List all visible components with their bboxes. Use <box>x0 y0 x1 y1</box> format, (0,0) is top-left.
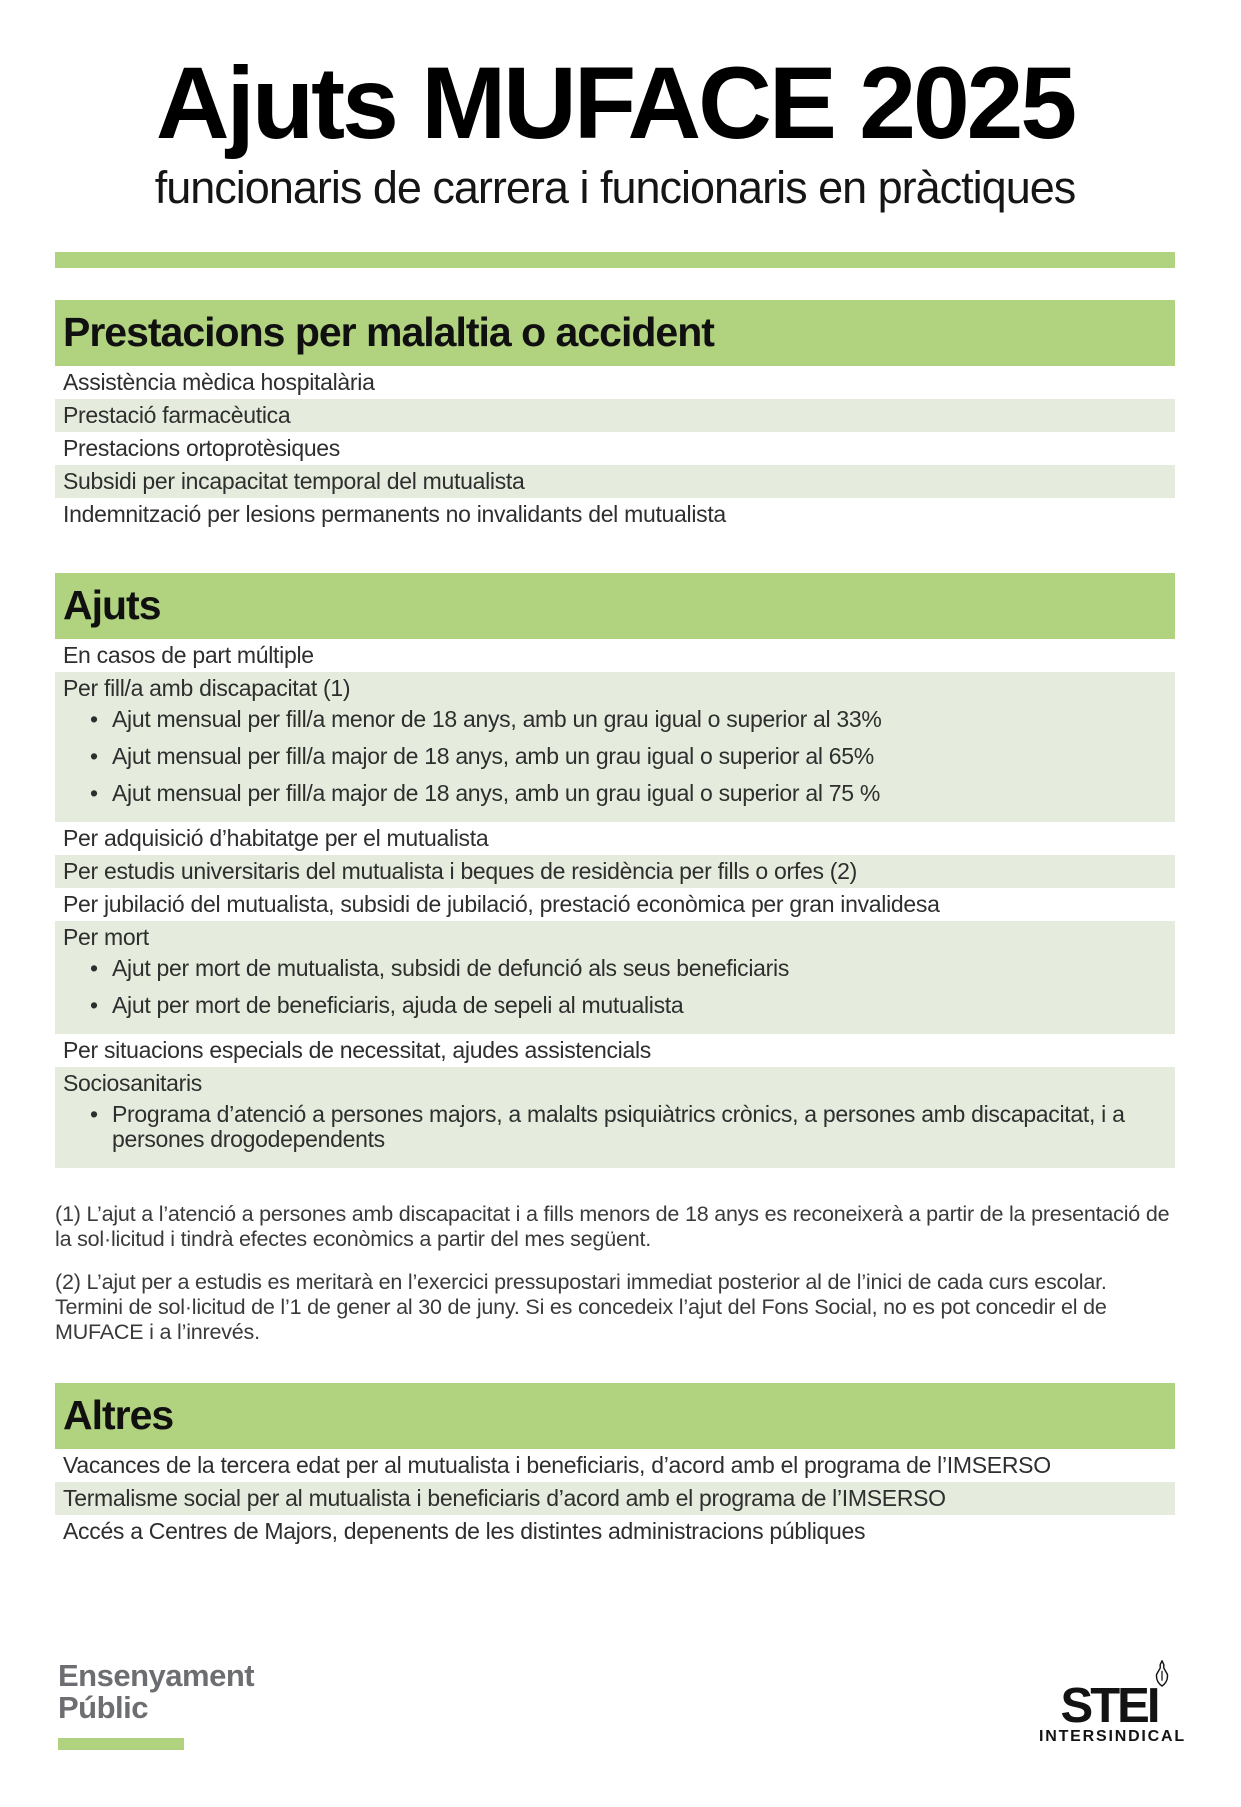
list-item-label: Per mort <box>63 923 149 950</box>
list-item <box>55 888 1175 921</box>
list-item-label: Per situacions especials de necessitat, ajudes assistencials <box>63 1036 651 1063</box>
page-subtitle: funcionaris de carrera i funcionaris en pràctiques <box>154 162 1076 213</box>
poster-page <box>0 46 1241 1548</box>
bullet-item: • Ajut per mort de beneficiaris, ajuda de sepeli al mutualista <box>63 993 1167 1018</box>
list-item-label: Per jubilació del mutualista, subsidi de jubilació, prestació econòmica per gran invalidesa <box>63 890 940 917</box>
section-title-altres: Altres <box>55 1383 1175 1449</box>
stei-logo <box>1039 1660 1186 1746</box>
list-item-label: En casos de part múltiple <box>63 641 314 668</box>
list-item-label: Per adquisició d’habitatge per el mutualista <box>63 824 489 851</box>
list-item <box>55 432 1175 465</box>
stei-logo-text: STEI <box>1060 1679 1158 1733</box>
footer <box>58 1658 1186 1750</box>
list-item-label: Prestacions ortoprotèsiques <box>63 434 340 461</box>
list-item <box>55 1449 1175 1482</box>
footnotes <box>55 1202 1175 1345</box>
list-item <box>55 1482 1175 1515</box>
bullet-item: • Programa d’atenció a persones majors, a malalts psiquiàtrics crònics, a persones amb discapacitat, i a persones drogodependents <box>63 1102 1167 1152</box>
list-item-label: Subsidi per incapacitat temporal del mutualista <box>63 467 525 494</box>
list-item-label: Accés a Centres de Majors, depenents de les distintes administracions públiques <box>63 1517 866 1544</box>
bullet-list <box>63 707 1167 806</box>
list-item-label: Indemnització per lesions permanents no invalidants del mutualista <box>63 500 726 527</box>
list-item <box>55 1034 1175 1067</box>
bullet-item: • Ajut mensual per fill/a major de 18 anys, amb un grau igual o superior al 75 % <box>63 781 1167 806</box>
list-item-label: Assistència mèdica hospitalària <box>63 368 375 395</box>
pen-nib-icon <box>1151 1660 1173 1692</box>
bullet-list <box>63 1102 1167 1152</box>
list-item <box>55 366 1175 399</box>
list-item <box>55 465 1175 498</box>
stei-logo-subtext: INTERSINDICAL <box>1039 1728 1186 1745</box>
section-rows <box>55 639 1175 1168</box>
list-item-label: Per fill/a amb discapacitat (1) <box>63 674 351 701</box>
list-item-label: Sociosanitaris <box>63 1069 202 1096</box>
footnote-1: (1) L’ajut a l’atenció a persones amb discapacitat i a fills menors de 18 anys es reconeixerà a partir de la presentació de la sol·licitud i tindrà efectes econòmics a partir del mes següent. <box>55 1201 1170 1251</box>
brand-line2: Públic <box>58 1689 149 1725</box>
list-item-label: Termalisme social per al mutualista i beneficiaris d’acord amb el programa de l’IMSERSO <box>63 1484 946 1511</box>
header-divider-bar <box>55 252 1175 268</box>
brand-ensenyament-public <box>58 1660 254 1750</box>
bullet-item: • Ajut per mort de mutualista, subsidi de defunció als seus beneficiaris <box>63 956 1167 981</box>
list-item-label: Per estudis universitaris del mutualista i beques de residència per fills o orfes (2) <box>63 857 857 884</box>
page-title: Ajuts MUFACE 2025 <box>155 46 1075 160</box>
list-item <box>55 1067 1175 1168</box>
section-title-ajuts: Ajuts <box>55 573 1175 639</box>
section-prestacions <box>55 300 1175 531</box>
brand-underline-bar <box>58 1738 184 1750</box>
list-item-label: Prestació farmacèutica <box>63 401 291 428</box>
section-altres <box>55 1383 1175 1548</box>
bullet-list <box>63 956 1167 1018</box>
list-item <box>55 921 1175 1034</box>
list-item <box>55 498 1175 531</box>
section-title-prestacions: Prestacions per malaltia o accident <box>55 300 1175 366</box>
list-item <box>55 1515 1175 1548</box>
list-item <box>55 855 1175 888</box>
bullet-item: • Ajut mensual per fill/a major de 18 anys, amb un grau igual o superior al 65% <box>63 744 1167 769</box>
footnote-2: (2) L’ajut per a estudis es meritarà en l’exercici pressupostari immediat posterior al de l’inici de cada curs escolar. Termini de sol·licitud de l’1 de gener al 30 de juny. Si es concedeix l’ajut del Fons Social, no es pot concedir el de MUFACE i a l’inrevés. <box>55 1269 1107 1344</box>
list-item-label: Vacances de la tercera edat per al mutualista i beneficiaris, d’acord amb el programa de l’IMSERSO <box>63 1451 1051 1478</box>
list-item <box>55 822 1175 855</box>
list-item <box>55 399 1175 432</box>
section-ajuts <box>55 573 1175 1168</box>
bullet-item: • Ajut mensual per fill/a menor de 18 anys, amb un grau igual o superior al 33% <box>63 707 1167 732</box>
list-item <box>55 672 1175 822</box>
section-rows <box>55 1449 1175 1548</box>
brand-line1: Ensenyament <box>58 1658 255 1693</box>
list-item <box>55 639 1175 672</box>
section-rows <box>55 366 1175 531</box>
